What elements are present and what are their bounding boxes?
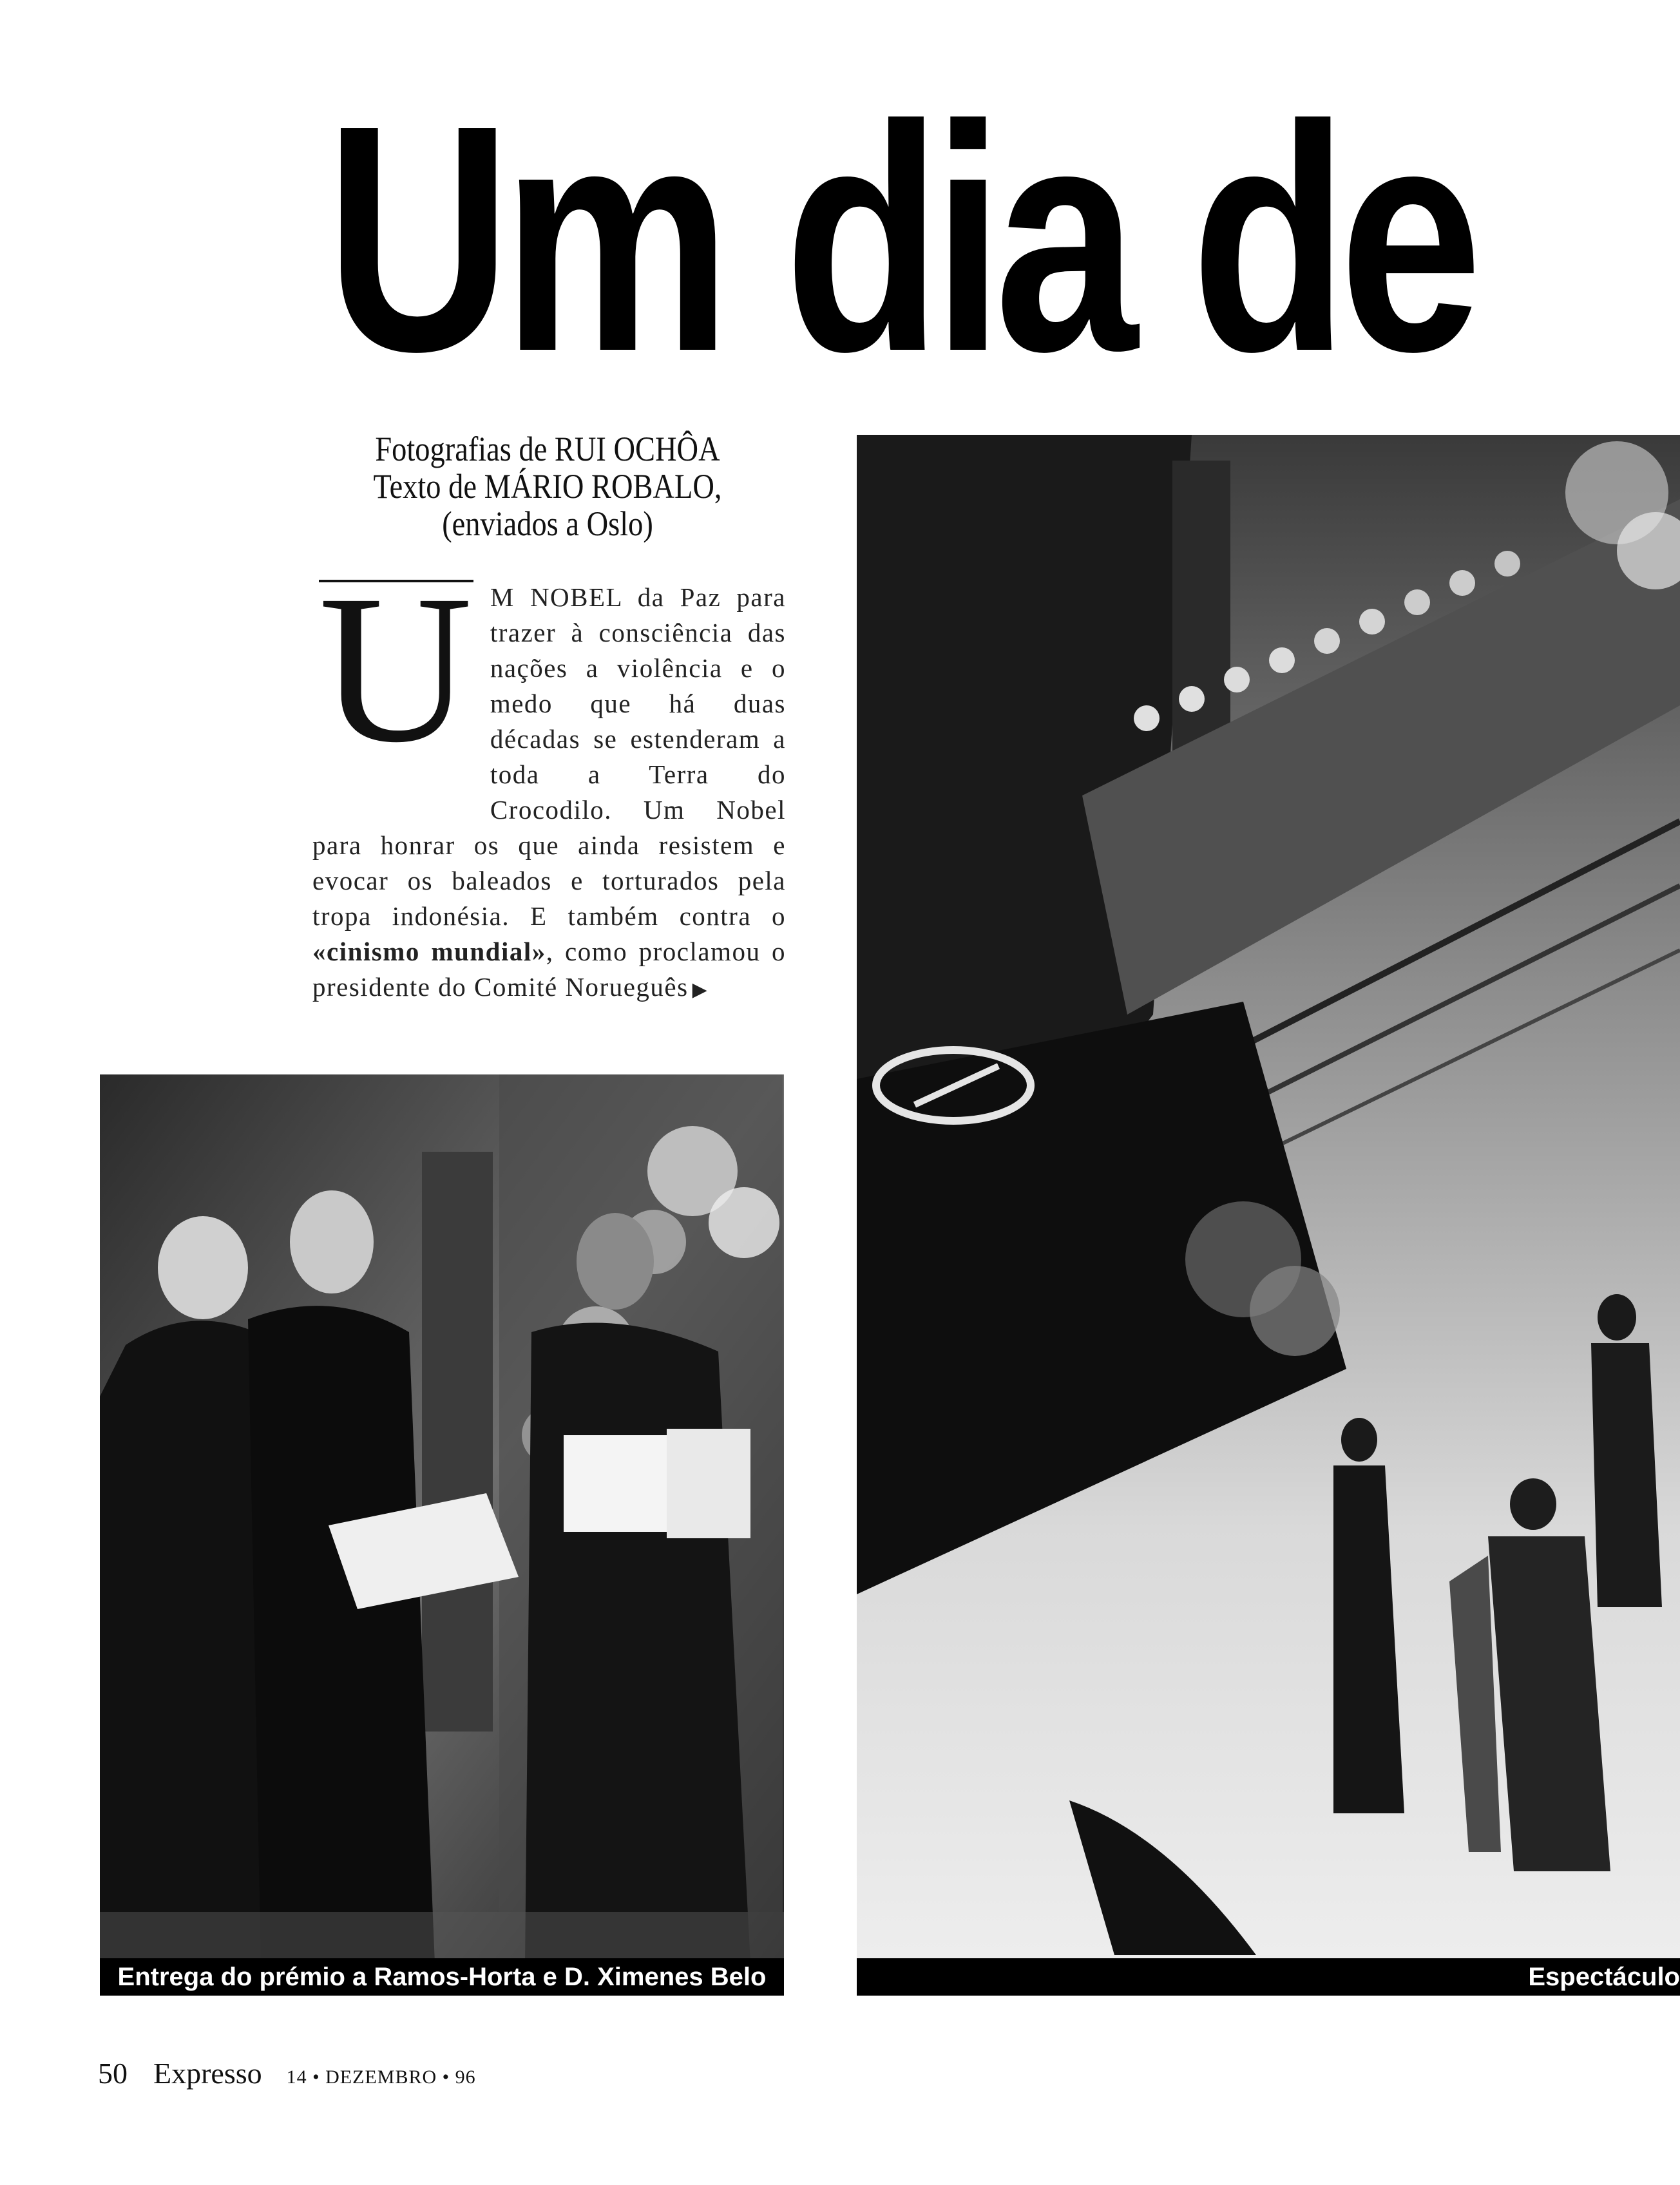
headline: Um dia de: [325, 58, 1473, 418]
article-text-part2: , como proclamou o presidente do Comité Norueguês: [312, 937, 787, 1002]
award-ceremony-image: [100, 1074, 784, 1996]
continue-arrow-icon: ▶: [692, 979, 709, 1000]
photo-caption-left: Entrega do prémio a Ramos-Horta e D. Ximenes Belo: [100, 1958, 784, 1996]
photo-award-ceremony: [100, 1074, 784, 1996]
dispatch-note: (enviados a Oslo): [442, 504, 653, 543]
article-emphasis: «cinismo mundial»: [312, 937, 546, 966]
page-footer: [98, 2056, 476, 2090]
text-credit: Texto de MÁRIO ROBALO,: [373, 467, 722, 506]
photo-credit: Fotografias de RUI OCHÔA: [375, 430, 720, 468]
page-number: 50: [98, 2057, 128, 2090]
photo-caption-right: Espectáculo: [857, 1958, 1680, 1996]
photo-hall-performance: [857, 435, 1680, 1996]
hall-performance-image: [857, 435, 1680, 1996]
drop-cap: U: [319, 580, 473, 801]
publication-name: Expresso: [153, 2057, 262, 2090]
issue-date: 14 • DEZEMBRO • 96: [286, 2066, 476, 2088]
article-text-part1: M NOBEL da Paz para trazer à consciência das nações a violência e o medo que há duas décadas se estenderam a toda a Terra do Crocodilo. Um Nobel para honrar os que ainda resistem e evocar os baleados e torturados pela tropa indonésia. E também contra o: [312, 582, 786, 931]
byline-credits: [370, 430, 725, 542]
article-body: [312, 551, 787, 1007]
